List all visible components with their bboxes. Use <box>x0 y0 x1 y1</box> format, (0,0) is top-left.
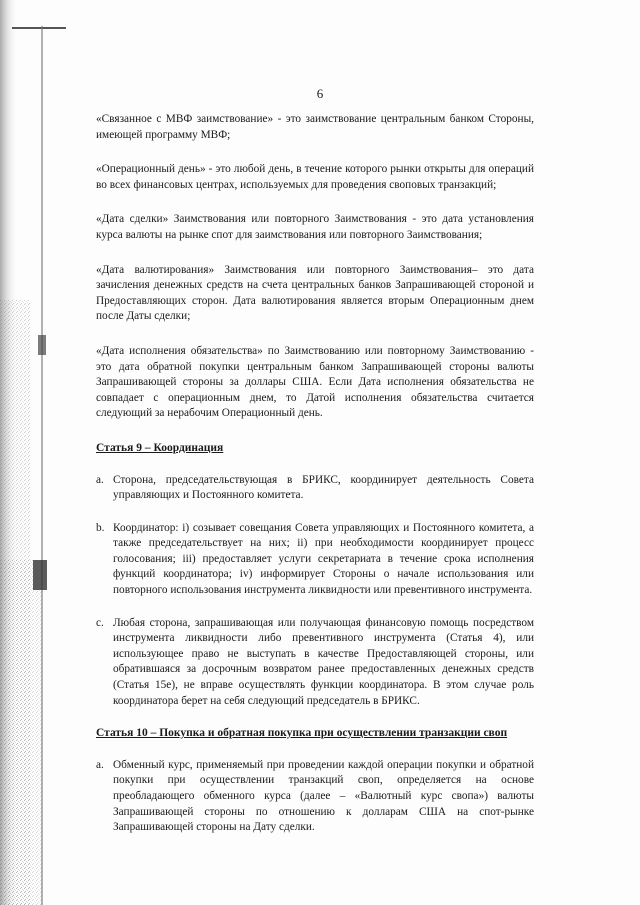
article-9-heading: Статья 9 – Координация <box>96 441 224 454</box>
list-text: Любая сторона, запрашивающая или получающая финансовую помощь посредством инструмента ликвидности либо превентивного инструмента (Статья 4), или использующее право не выступать в качестве Предоставляющей стороны, или обратившаяся за досрочным возвратом ранее предоставленных денежных средств (Статья 15е), не вправе осуществлять функции координатора. В этом случае роль координатора берет на себя следующий председатель в БРИКС. <box>113 616 534 707</box>
article-9-item-c <box>96 616 534 710</box>
definition-value-date: «Дата валютирования» Заимствования или повторного Заимствования– это дата зачисления денежных средств на счета центральных банков Запрашивающей стороной и Предоставляющих сторон. Дата валютирования является вторым Операционным днем после Даты сделки; <box>96 263 534 323</box>
scan-edge-artifact <box>0 0 70 905</box>
list-marker: c. <box>96 616 104 629</box>
page-number: 6 <box>316 86 324 101</box>
article-10-item-a <box>96 758 534 836</box>
article-9-item-b <box>96 521 534 599</box>
list-text: Координатор: i) созывает совещания Совета управляющих и Постоянного комитета, а также председательствует на них; ii) при необходимости координирует процесс голосования; iii) предоставляет услуги секретариата в течение срока исполнения функций координатора; iv) информирует Стороны о начале использования или повторного использования инструмента ликвидности или превентивного инструмента. <box>113 521 534 597</box>
article-9-item-a <box>96 473 534 504</box>
list-text: Обменный курс, применяемый при проведении каждой операции покупки и обратной покупки при осуществлении транзакций своп, определяется на основе преобладающего обменного курса (далее – «Валютный курс свопа») валюты Запрашивающей стороны по отношению к долларам США на спот-рынке Запрашивающей стороны на Дату сделки. <box>113 758 534 834</box>
definition-operational-day: «Операционный день» - это любой день, в течение которого рынки открыты для операций во всех финансовых центрах, используемых для проведения своповых транзакций; <box>96 163 534 191</box>
definition-maturity-date: «Дата исполнения обязательства» по Заимствованию или повторному Заимствованию - это дата обратной покупки центральным банком Запрашивающей стороны валюты Запрашивающей стороны за доллары США. Если Дата исполнения обязательства не совпадает с операционным днем, то Датой исполнения обязательства считается следующий за нерабочим Операционный день. <box>96 344 534 420</box>
definition-imf-linked: «Связанное с МВФ заимствование» - это заимствование центральным банком Стороны, имеющей программу МВФ; <box>96 113 534 141</box>
list-text: Сторона, председательствующая в БРИКС, координирует деятельность Совета управляющих и Постоянного комитета. <box>113 473 534 502</box>
list-marker: b. <box>96 521 105 534</box>
list-marker: a. <box>96 758 104 771</box>
document-body <box>96 112 534 853</box>
definition-trade-date: «Дата сделки» Заимствования или повторного Заимствования - это дата установления курса валюты на рынке спот для заимствования или повторного Заимствования; <box>96 213 534 241</box>
article-10-heading: Статья 10 – Покупка и обратная покупка при осуществлении транзакции своп <box>96 727 508 740</box>
list-marker: a. <box>96 473 104 486</box>
